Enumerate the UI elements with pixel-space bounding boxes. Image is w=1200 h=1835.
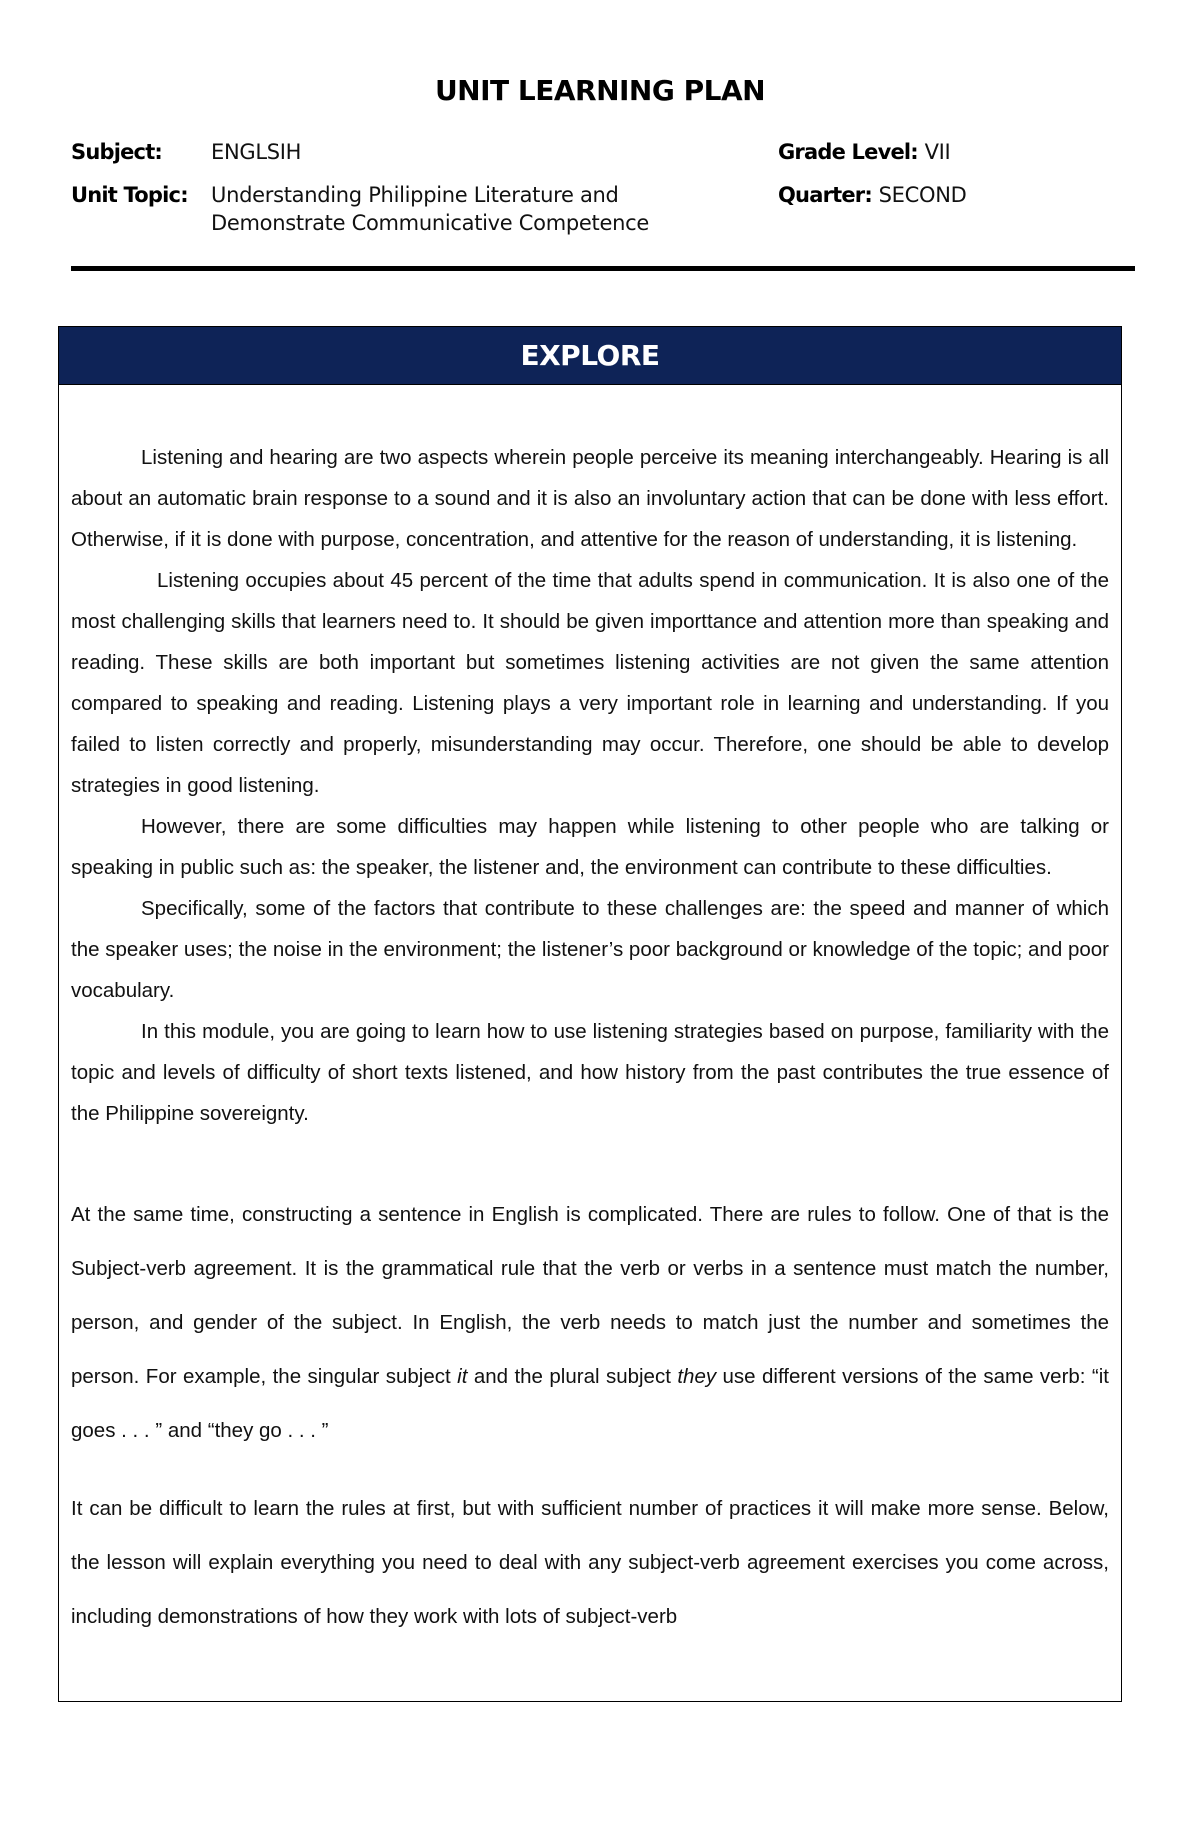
- example-it: it: [457, 1365, 468, 1388]
- unit-topic-value-line2: Demonstrate Communicative Competence: [211, 211, 649, 235]
- subject-label: Subject:: [71, 140, 163, 164]
- paragraph-1: Listening and hearing are two aspects wherein people perceive its meaning interchangeably. Hearing is all about an automatic brain response to a sound and it is also an involuntary action that can be done with less effort. Otherwise, if it is done with purpose, concentration, and attentive for the reason of understanding, it is listening.: [71, 446, 1109, 551]
- page-title: UNIT LEARNING PLAN: [434, 74, 766, 107]
- paragraph-last: It can be difficult to learn the rules at first, but with sufficient number of practices it will make more sense. Below, the lesson will explain everything you need to deal with any subject-verb agreement exercises you come across, including demonstrations of how they work with lots of subject-verb: [71, 1497, 1109, 1628]
- header-divider: [71, 266, 1135, 271]
- unit-topic-label: Unit Topic:: [71, 183, 188, 207]
- grade-level-value: VII: [924, 140, 951, 164]
- section-content: [71, 437, 1109, 1644]
- grade-level-label: Grade Level: VII: [778, 140, 951, 164]
- subject-value: ENGLSIH: [211, 140, 302, 164]
- paragraph-3: However, there are some difficulties may happen while listening to other people who are talking or speaking in public such as: the speaker, the listener and, the environment can contribute to these difficulties.: [71, 815, 1109, 879]
- quarter-label: Quarter: SECOND: [778, 183, 967, 207]
- paragraph-5: In this module, you are going to learn how to use listening strategies based on purpose, familiarity with the topic and levels of difficulty of short texts listened, and how history from the past contributes the true essence of the Philippine sovereignty.: [71, 1020, 1109, 1125]
- quarter-value: SECOND: [878, 183, 967, 207]
- explore-section: [58, 326, 1122, 1702]
- paragraph-4: Specifically, some of the factors that contribute to these challenges are: the speed and manner of which the speaker uses; the noise in the environment; the listener’s poor background or knowledge of the topic; and poor vocabulary.: [71, 897, 1109, 1002]
- section-heading: EXPLORE: [59, 327, 1121, 385]
- example-they: they: [677, 1365, 717, 1388]
- paragraph-sva: At the same time, constructing a sentence in English is complicated. There are rules to follow. One of that is the Subject-verb agreement. It is the grammatical rule that the verb or verbs in a sentence must match the number, person, and gender of the subject. In English, the verb needs to match just the number and sometimes the person. For example, the singular subject it and the plural subject they use different versions of the same verb: “it goes . . . ” and “they go . . . ”: [71, 1203, 1109, 1442]
- paragraph-2: Listening occupies about 45 percent of the time that adults spend in communication. It is also one of the most challenging skills that learners need to. It should be given importtance and attention more than speaking and reading. These skills are both important but sometimes listening activities are not given the same attention compared to speaking and reading. Listening plays a very important role in learning and understanding. If you failed to listen correctly and properly, misunderstanding may occur. Therefore, one should be able to develop strategies in good listening.: [71, 569, 1109, 797]
- unit-topic-value-line1: Understanding Philippine Literature and: [211, 183, 619, 207]
